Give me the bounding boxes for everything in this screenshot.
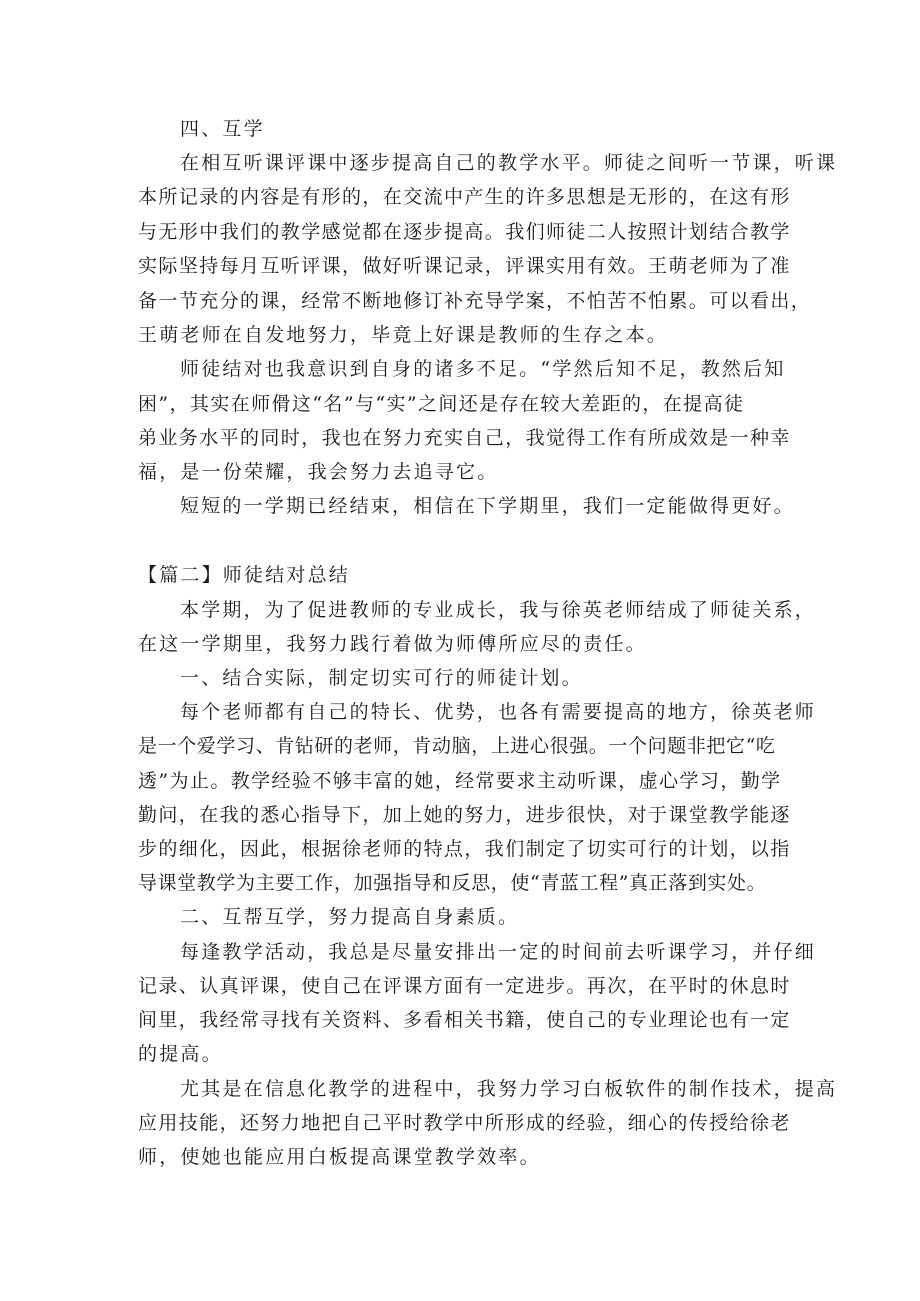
paragraph-line: 福，是一份荣耀，我会努力去追寻它。 — [138, 461, 499, 483]
part-two-title: 【篇二】师徒结对总结 — [138, 564, 351, 586]
paragraph-line: 困”，其实在师傦这“名”与“实”之间还是存在较大差距的，在提高徒 — [138, 393, 745, 415]
paragraph-line: 每逢教学活动，我总是尽量安排出一定的时间前去听课学习，并仔细 — [180, 941, 817, 963]
paragraph-line: 师，使她也能应用白板提高课堂教学效率。 — [138, 1146, 541, 1168]
paragraph-line: 尤其是在信息化教学的进程中，我努力学习白板软件的制作技术，提高 — [180, 1078, 838, 1100]
paragraph-line: 弟业务水平的同时，我也在努力充实自己，我觉得工作有所成效是一种幸 — [138, 427, 791, 449]
paragraph-line: 每个老师都有自己的特长、优势，也各有需要提高的地方，徐英老师 — [180, 701, 817, 723]
paragraph-line: 步的细化，因此，根据徐老师的特点，我们制定了切实可行的计划，以指 — [138, 838, 791, 860]
section-four-heading: 四、互学 — [180, 118, 265, 140]
paragraph-line: 备一节充分的课，经常不断地修订补充导学案，不怕苦不怕累。可以看出， — [138, 290, 812, 312]
paragraph-line: 与无形中我们的教学感觉都在逐步提高。我们师徒二人按照计划结合教学 — [138, 221, 791, 243]
item-one-heading: 一、结合实际，制定切实可行的师徒计划。 — [180, 667, 583, 689]
item-two-heading: 二、互帮互学，努力提高自身素质。 — [180, 906, 520, 928]
paragraph-line: 本所记录的内容是有形的，在交流中产生的许多思想是无形的，在这有形 — [138, 186, 791, 208]
paragraph-line: 导课堂教学为主要工作，加强指导和反思，使“青蓝工程”真正落到实处。 — [138, 872, 767, 894]
paragraph-line: 透”为止。教学经验不够丰富的她，经常要求主动听课，虚心学习，勤学 — [138, 770, 782, 792]
paragraph-line: 实际坚持每月互听评课，做好听课记录，评课实用有效。王萌老师为了准 — [138, 255, 791, 277]
paragraph-line: 记录、认真评课，使自己在评课方面有一定进步。再次，在平时的休息时 — [138, 975, 791, 997]
paragraph-line: 本学期，为了促进教师的专业成长，我与徐英老师结成了师徒关系， — [180, 599, 817, 621]
paragraph-line: 在这一学期里，我努力践行着做为师傅所应尽的责任。 — [138, 633, 647, 655]
paragraph-line: 是一个爱学习、肯钻研的老师，肯动脑，上进心很强。一个问题非把它“吃 — [138, 735, 776, 757]
paragraph-line: 应用技能，还努力地把自己平时教学中所形成的经验，细心的传授给徐老 — [138, 1112, 791, 1134]
paragraph-line: 的提高。 — [138, 1043, 223, 1065]
paragraph-line: 间里，我经常寻找有关资料、多看相关书籍，使自己的专业理论也有一定 — [138, 1009, 791, 1031]
paragraph-line: 王萌老师在自发地努力，毕竟上好课是教师的生存之本。 — [138, 324, 669, 346]
paragraph-line: 短短的一学期已经结束，相信在下学期里，我们一定能做得更好。 — [180, 495, 795, 517]
paragraph-line: 勤问，在我的悉心指导下，加上她的努力，进步很快，对于课堂教学能逐 — [138, 804, 791, 826]
paragraph-line: 在相互听课评课中逐步提高自己的教学水平。师徒之间听一节课，听课 — [180, 152, 838, 174]
paragraph-line: 师徒结对也我意识到自身的诸多不足。“学然后知不足，教然后知 — [180, 358, 786, 380]
